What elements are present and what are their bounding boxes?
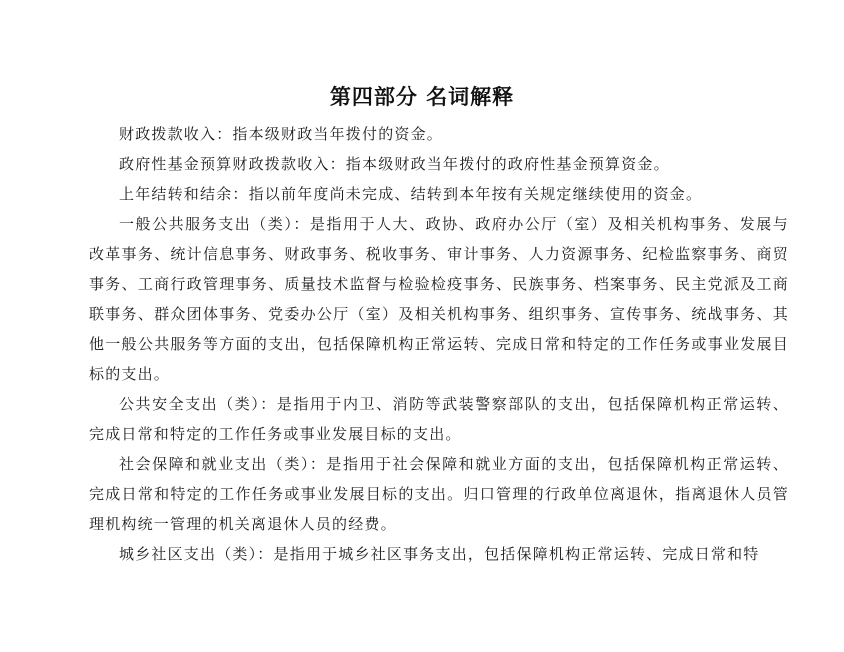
paragraph-public-security: 公共安全支出（类）：是指用于内卫、消防等武装警察部队的支出，包括保障机构正常运转、完成日常和特定的工作任务或事业发展目标的支出。 bbox=[89, 395, 789, 443]
document-body bbox=[89, 119, 789, 569]
paragraph-prior-year-carryover: 上年结转和结余：指以前年度尚未完成、结转到本年按有关规定继续使用的资金。 bbox=[119, 185, 703, 203]
page-title: 第四部分 名词解释 bbox=[329, 85, 515, 109]
paragraph-government-fund-income: 政府性基金预算财政拨款收入：指本级财政当年拨付的政府性基金预算资金。 bbox=[119, 155, 670, 173]
paragraph-social-security-employment: 社会保障和就业支出（类）：是指用于社会保障和就业方面的支出，包括保障机构正常运转、完成日常和特定的工作任务或事业发展目标的支出。归口管理的行政单位离退休，指离退休人员管理机构统一管理的机关离退休人员的经费。 bbox=[89, 455, 789, 533]
paragraph-fiscal-appropriation-income: 财政拨款收入：指本级财政当年拨付的资金。 bbox=[119, 125, 444, 143]
paragraph-general-public-services: 一般公共服务支出（类）：是指用于人大、政协、政府办公厅（室）及相关机构事务、发展与改革事务、统计信息事务、财政事务、税收事务、审计事务、人力资源事务、纪检监察事务、商贸事务、工商行政管理事务、质量技术监督与检验检疫事务、民族事务、档案事务、民主党派及工商联事务、群众团体事务、党委办公厅（室）及相关机构事务、组织事务、宣传事务、统战事务、其他一般公共服务等方面的支出，包括保障机构正常运转、完成日常和特定的工作任务或事业发展目标的支出。 bbox=[89, 215, 789, 383]
paragraph-urban-rural-community: 城乡社区支出（类）：是指用于城乡社区事务支出，包括保障机构正常运转、完成日常和特 bbox=[119, 545, 760, 563]
